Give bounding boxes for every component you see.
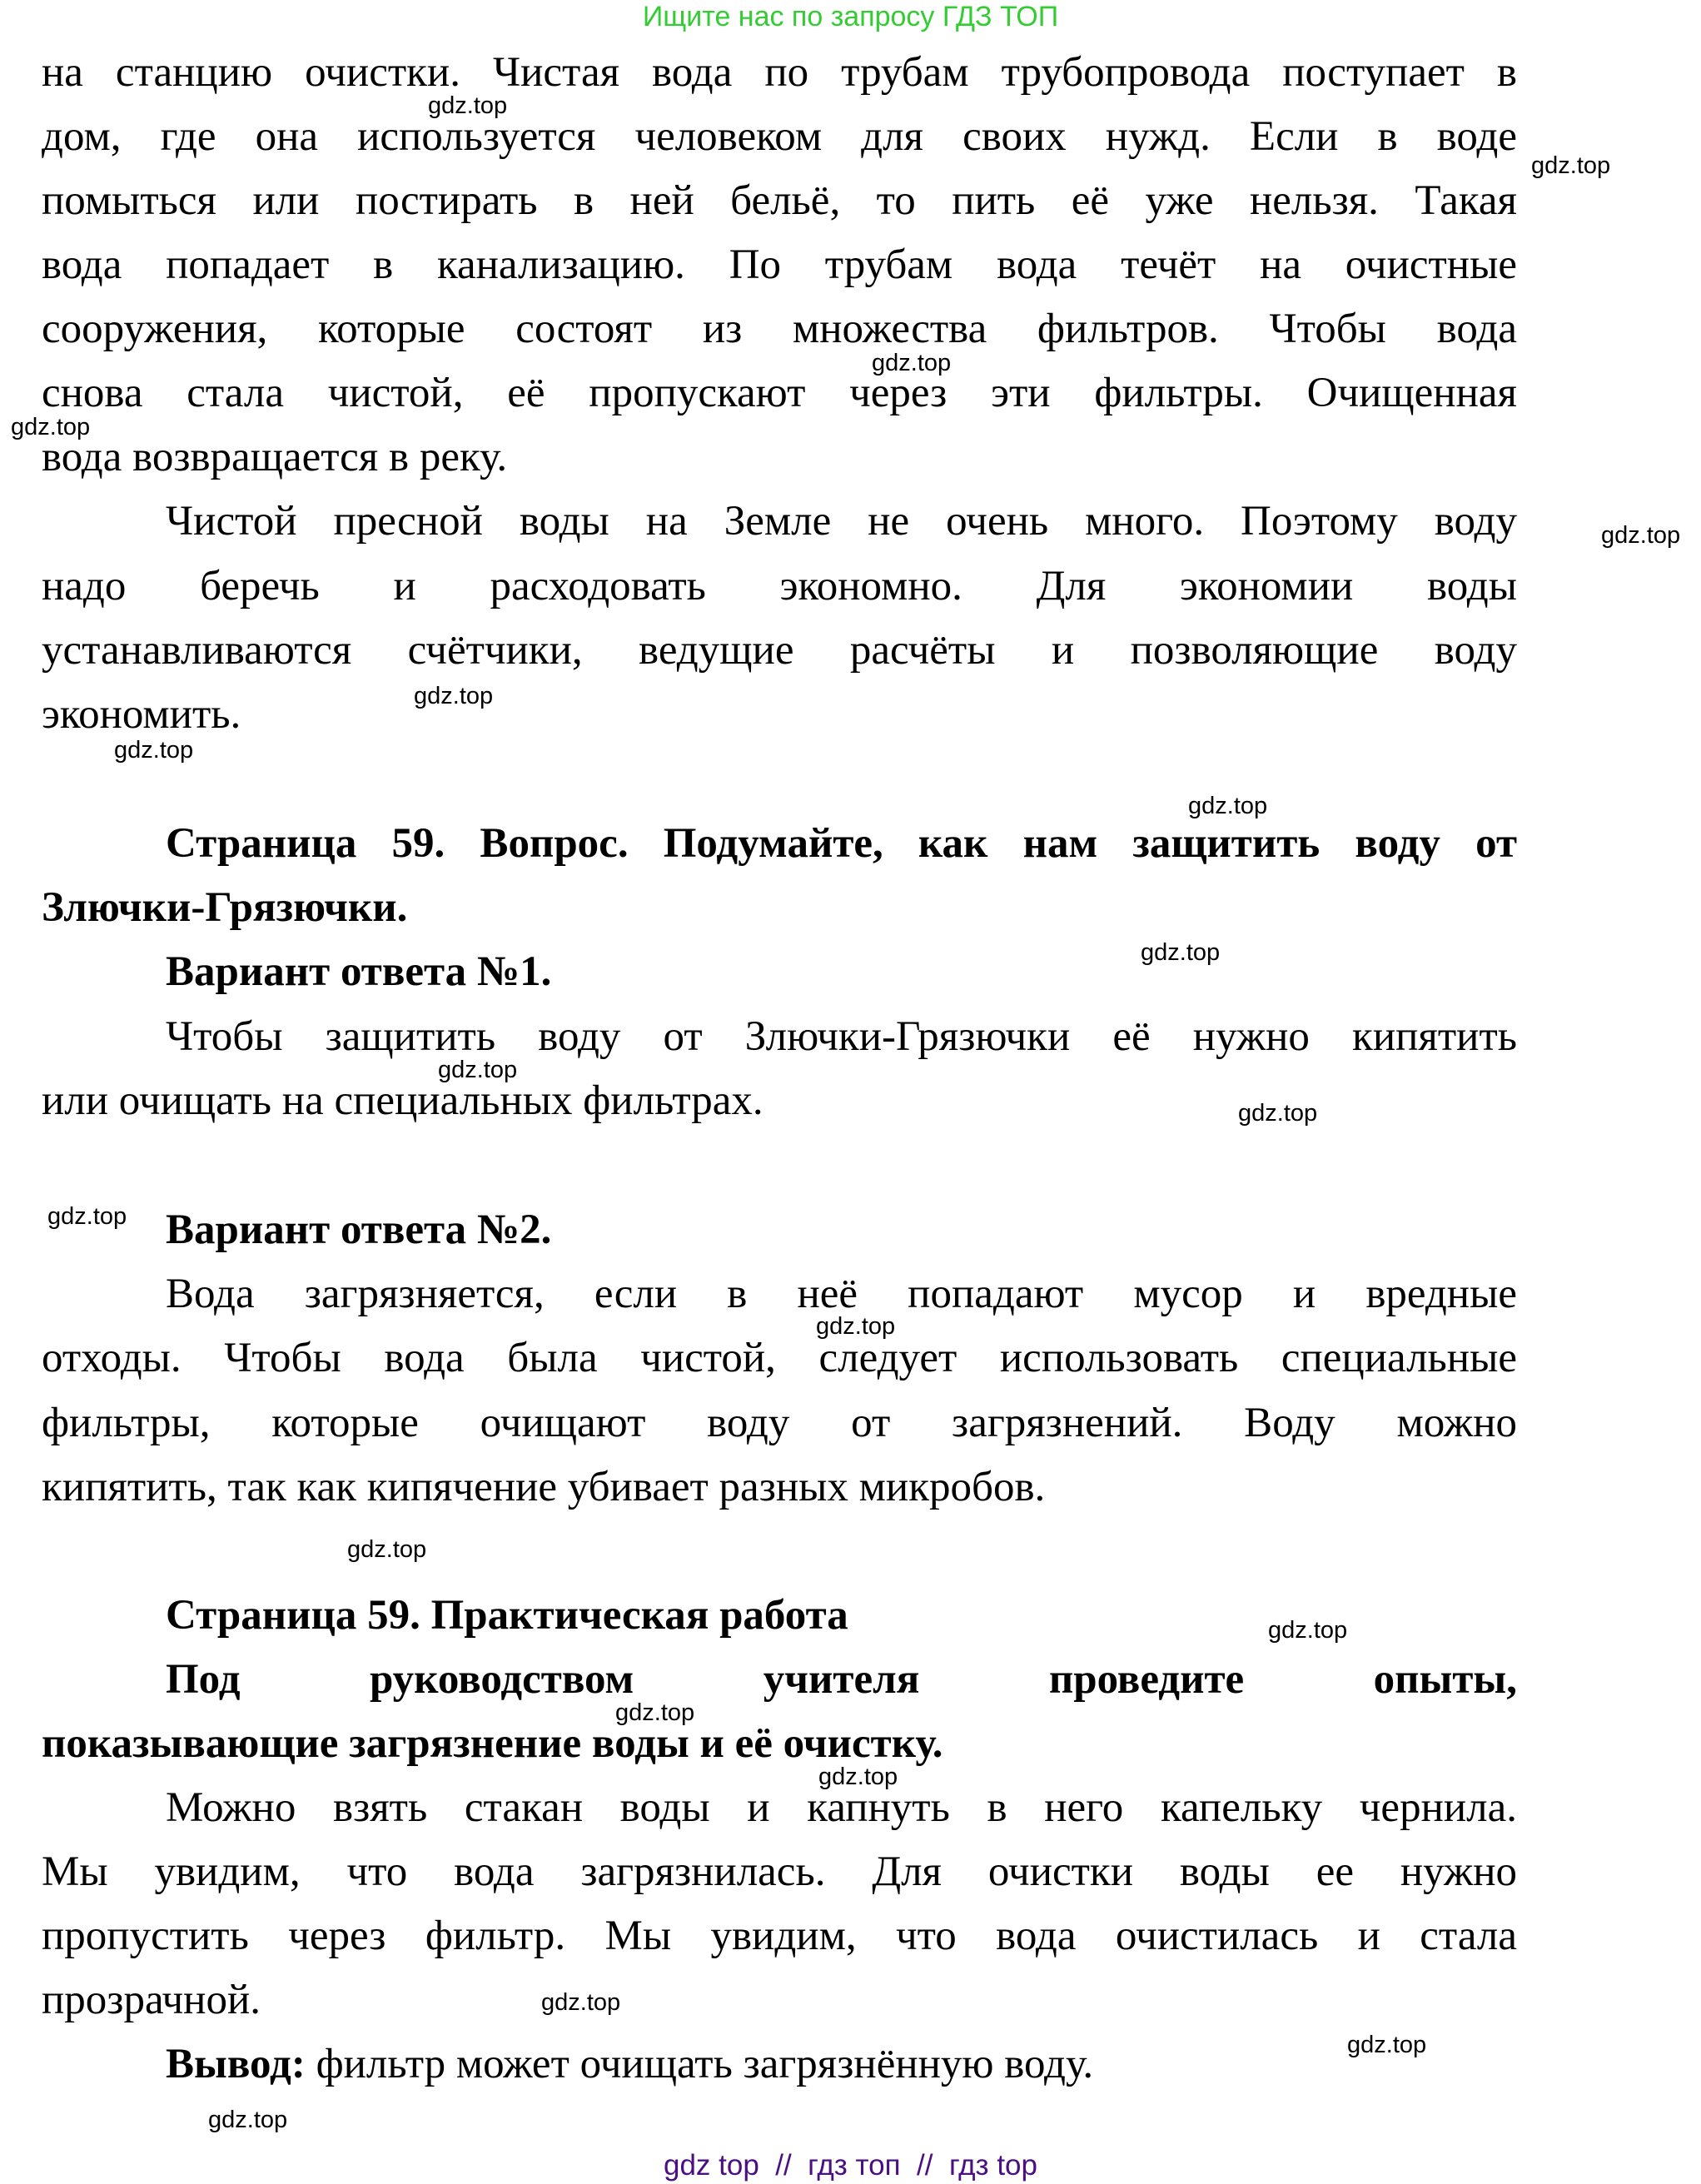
text-line: вода попадает в канализацию. По трубам вода течёт на очистные (42, 241, 1517, 288)
text-line: фильтры, которые очищают воду от загрязнений. Воду можно (42, 1400, 1517, 1446)
text-line: отходы. Чтобы вода была чистой, следует использовать специальные (42, 1335, 1517, 1381)
text-line: кипятить, так как кипячение убивает разных микробов. (42, 1464, 1046, 1510)
watermark: gdz.top (1531, 152, 1611, 179)
watermark: gdz.top (414, 683, 494, 709)
watermark: gdz.top (1268, 1617, 1348, 1644)
conclusion-text: фильтр может очищать загрязнённую воду. (305, 2041, 1094, 2087)
watermark: gdz.top (208, 2107, 288, 2133)
text-line: сооружения, которые состоят из множества фильтров. Чтобы вода (42, 306, 1517, 352)
watermark: gdz.top (818, 1764, 898, 1790)
watermark: gdz.top (872, 350, 952, 376)
text-line: на станцию очистки. Чистая вода по трубам трубопровода поступает в (42, 49, 1517, 96)
watermark: gdz.top (1601, 522, 1681, 549)
text-line: Вода загрязняется, если в неё попадают мусор и вредные (166, 1271, 1517, 1317)
heading-line: Злючки-Грязючки. (42, 884, 408, 931)
watermark: gdz.top (1347, 2032, 1427, 2058)
heading-line: Под руководством учителя проведите опыты, (166, 1656, 1517, 1703)
text-line: устанавливаются счётчики, ведущие расчёты и позволяющие воду (42, 627, 1517, 674)
text-line: вода возвращается в реку. (42, 434, 508, 480)
text-line: Можно взять стакан воды и капнуть в него капельку чернила. (166, 1784, 1517, 1831)
watermark: gdz.top (615, 1699, 695, 1726)
text-line: Мы увидим, что вода загрязнилась. Для очистки воды ее нужно (42, 1848, 1517, 1895)
text-line: или очищать на специальных фильтрах. (42, 1077, 763, 1124)
top-banner: Ищите нас по запросу ГДЗ ТОП (642, 1, 1059, 32)
text-line: дом, где она используется человеком для своих нужд. Если в воде (42, 113, 1517, 160)
watermark: gdz.top (1141, 939, 1221, 966)
text-line: Чтобы защитить воду от Злючки-Грязючки её нужно кипятить (166, 1013, 1517, 1060)
heading-line: показывающие загрязнение воды и её очистку. (42, 1720, 943, 1767)
watermark: gdz.top (428, 92, 508, 119)
watermark: gdz.top (1188, 793, 1268, 819)
watermark: gdz.top (11, 414, 91, 440)
watermark: gdz.top (47, 1203, 127, 1230)
text-line: экономить. (42, 691, 241, 738)
text-line: прозрачной. (42, 1977, 261, 2023)
watermark: gdz.top (1238, 1100, 1318, 1127)
footer-links[interactable]: gdz top // гдз топ // гдз top (664, 2149, 1037, 2182)
watermark: gdz.top (347, 1536, 427, 1563)
text-line: снова стала чистой, её пропускают через эти фильтры. Очищенная (42, 370, 1517, 416)
text-line: надо беречь и расходовать экономно. Для экономии воды (42, 563, 1517, 609)
text-line: Чистой пресной воды на Земле не очень много. Поэтому воду (166, 498, 1517, 545)
heading-line: Вариант ответа №2. (166, 1206, 552, 1253)
heading-line: Страница 59. Практическая работа (166, 1592, 848, 1639)
watermark: gdz.top (541, 1989, 621, 2016)
conclusion-label: Вывод: (166, 2041, 306, 2087)
watermark: gdz.top (816, 1313, 896, 1340)
conclusion-line (166, 2032, 1517, 2097)
watermark: gdz.top (114, 737, 194, 764)
text-line: пропустить через фильтр. Мы увидим, что вода очистилась и стала (42, 1913, 1517, 1959)
heading-line: Вариант ответа №1. (166, 948, 552, 995)
heading-line: Страница 59. Вопрос. Подумайте, как нам защитить воду от (166, 820, 1517, 867)
text-line: помыться или постирать в ней бельё, то пить её уже нельзя. Такая (42, 177, 1517, 224)
watermark: gdz.top (438, 1057, 518, 1083)
